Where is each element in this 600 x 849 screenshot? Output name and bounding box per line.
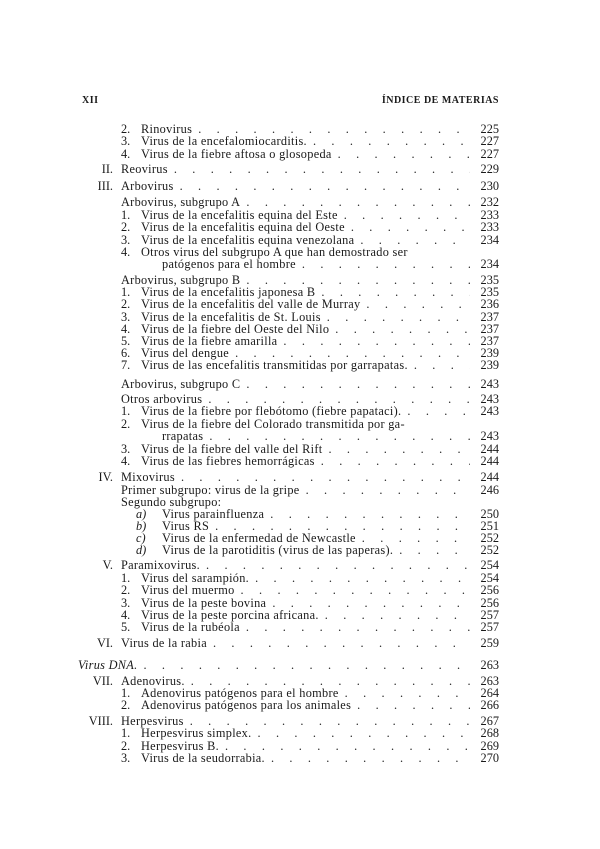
entry-title: Paramixovirus. xyxy=(121,558,200,572)
dot-leader xyxy=(240,195,470,209)
entry-page-number: 237 xyxy=(480,310,499,324)
entry-title: Adenovirus patógenos para los animales xyxy=(141,698,352,712)
entry-title: rrapatas xyxy=(162,429,204,443)
dot-leader xyxy=(307,134,470,148)
entry-number: 2. xyxy=(121,698,131,712)
entry-page-number: 252 xyxy=(480,531,499,545)
entry-page-number: 235 xyxy=(480,285,499,299)
entry-title: Virus de la seudorrabia. xyxy=(141,751,265,765)
entry-title: Virus RS xyxy=(162,519,210,533)
entry-page-number: 235 xyxy=(480,273,499,287)
entry-page-number: 264 xyxy=(480,686,499,700)
toc-entry xyxy=(0,726,600,740)
dot-leader xyxy=(408,358,470,372)
entry-page-number: 232 xyxy=(480,195,499,209)
entry-title: Arbovirus, subgrupo A xyxy=(121,195,241,209)
entry-page-number: 256 xyxy=(480,596,499,610)
entry-number: b) xyxy=(136,519,147,533)
entry-number: 3. xyxy=(121,134,131,148)
entry-page-number: 243 xyxy=(480,429,499,443)
entry-number: VII. xyxy=(92,674,113,688)
entry-number: 1. xyxy=(121,726,131,740)
entry-title: Virus de la enfermedad de Newcastle xyxy=(162,531,356,545)
entry-title: Virus de la fiebre amarilla xyxy=(141,334,278,348)
entry-number: 3. xyxy=(121,233,131,247)
entry-title: Virus de la encefalitis equina venezolana xyxy=(141,233,355,247)
entry-page-number: 259 xyxy=(480,636,499,650)
entry-title: Otros virus del subgrupo A que han demostrado ser xyxy=(141,245,408,259)
entry-page-number: 268 xyxy=(480,726,499,740)
entry-page-number: 270 xyxy=(480,751,499,765)
entry-number: 3. xyxy=(121,442,131,456)
entry-title: Virus de las fiebres hemorrágicas xyxy=(141,454,315,468)
entry-title: Mixovirus xyxy=(121,470,175,484)
toc-entry xyxy=(0,297,600,311)
toc-entry xyxy=(0,543,600,557)
entry-title: Virus de la encefalitis japonesa B xyxy=(141,285,316,299)
toc-entry xyxy=(0,470,600,484)
dot-leader xyxy=(137,658,470,672)
entry-page-number: 229 xyxy=(480,162,499,176)
dot-leader xyxy=(393,543,470,557)
entry-title: Virus de la peste bovina xyxy=(141,596,267,610)
entry-number: 1. xyxy=(121,285,131,299)
entry-page-number: 263 xyxy=(480,658,499,672)
entry-page-number: 246 xyxy=(480,483,499,497)
toc-entry xyxy=(0,751,600,765)
toc-entry xyxy=(0,162,600,176)
toc-entry xyxy=(0,179,600,193)
entry-number: 4. xyxy=(121,322,131,336)
entry-number: 4. xyxy=(121,454,131,468)
entry-title: Segundo subgrupo: xyxy=(121,495,222,509)
entry-title: Rinovirus xyxy=(141,122,193,136)
entry-page-number: 225 xyxy=(480,122,499,136)
entry-number: IV. xyxy=(98,470,113,484)
entry-number: 5. xyxy=(121,620,131,634)
running-title: ÍNDICE DE MATERIAS xyxy=(381,95,499,106)
toc-entry xyxy=(0,620,600,634)
entry-number: II. xyxy=(101,162,113,176)
entry-title: Reovirus xyxy=(121,162,168,176)
entry-number: 2. xyxy=(121,220,131,234)
entry-number: 2. xyxy=(121,297,131,311)
entry-page-number: 252 xyxy=(480,543,499,557)
entry-page-number: 227 xyxy=(480,134,499,148)
entry-page-number: 243 xyxy=(480,392,499,406)
entry-title: Primer subgrupo: virus de la gripe xyxy=(121,483,300,497)
entry-page-number: 237 xyxy=(480,322,499,336)
toc-entry xyxy=(0,698,600,712)
entry-title: Virus del dengue xyxy=(141,346,230,360)
toc-entry xyxy=(0,454,600,468)
entry-title: Virus de la rabia xyxy=(121,636,207,650)
entry-title: Arbovirus xyxy=(121,179,174,193)
entry-number: a) xyxy=(136,507,147,521)
entry-page-number: 244 xyxy=(480,470,499,484)
entry-number: 1. xyxy=(121,571,131,585)
entry-title: Adenovirus. xyxy=(121,674,185,688)
entry-page-number: 244 xyxy=(480,454,499,468)
toc-entry xyxy=(0,658,600,672)
entry-title: Virus DNA. xyxy=(78,658,138,672)
toc-entry xyxy=(0,404,600,418)
entry-number: 1. xyxy=(121,208,131,222)
entry-title: Arbovirus, subgrupo C xyxy=(121,377,241,391)
entry-page-number: 254 xyxy=(480,558,499,572)
dot-leader xyxy=(315,454,470,468)
entry-page-number: 257 xyxy=(480,608,499,622)
entry-title: Virus de la fiebre por flebótomo (fiebre papataci). xyxy=(141,404,402,418)
entry-title: Virus de la parotiditis (virus de las paperas). xyxy=(162,543,394,557)
entry-number: 2. xyxy=(121,122,131,136)
dot-leader xyxy=(240,377,470,391)
toc-entry xyxy=(0,147,600,161)
entry-page-number: 234 xyxy=(480,233,499,247)
entry-number: VIII. xyxy=(88,714,113,728)
toc-entry xyxy=(0,257,600,271)
entry-title: Virus de la fiebre del valle del Rift xyxy=(141,442,323,456)
entry-number: c) xyxy=(136,531,146,545)
dot-leader xyxy=(401,404,470,418)
entry-title: Virus de la encefalitis de St. Louis xyxy=(141,310,321,324)
entry-title: Herpesvirus B. xyxy=(141,739,219,753)
toc-entry xyxy=(0,358,600,372)
entry-title: Virus de la encefalitis equina del Este xyxy=(141,208,338,222)
entry-title: Virus de la rubéola xyxy=(141,620,240,634)
entry-page-number: 243 xyxy=(480,377,499,391)
entry-page-number: 269 xyxy=(480,739,499,753)
entry-number: 3. xyxy=(121,751,131,765)
entry-title: Virus de la peste porcina africana. xyxy=(141,608,319,622)
entry-number: 1. xyxy=(121,404,131,418)
toc-entry xyxy=(0,583,600,597)
entry-title: Herpesvirus xyxy=(121,714,184,728)
entry-number: V. xyxy=(102,558,113,572)
entry-page-number: 243 xyxy=(480,404,499,418)
entry-number: 4. xyxy=(121,608,131,622)
entry-title: Virus del sarampión. xyxy=(141,571,250,585)
dot-leader xyxy=(235,583,470,597)
entry-page-number: 244 xyxy=(480,442,499,456)
entry-title: Virus de la encefalomiocarditis. xyxy=(141,134,307,148)
entry-title: Virus de las encefalitis transmitidas por garrapatas. xyxy=(141,358,408,372)
dot-leader xyxy=(345,220,470,234)
entry-number: 4. xyxy=(121,245,131,259)
entry-number: 3. xyxy=(121,596,131,610)
toc-entry xyxy=(0,636,600,650)
dot-leader xyxy=(265,751,470,765)
entry-number: 3. xyxy=(121,310,131,324)
entry-page-number: 236 xyxy=(480,297,499,311)
toc-entry xyxy=(0,134,600,148)
entry-page-number: 254 xyxy=(480,571,499,585)
entry-page-number: 233 xyxy=(480,208,499,222)
entry-page-number: 257 xyxy=(480,620,499,634)
entry-number: 2. xyxy=(121,583,131,597)
entry-number: 6. xyxy=(121,346,131,360)
dot-leader xyxy=(168,162,470,176)
toc-entry xyxy=(0,377,600,391)
entry-title: Arbovirus, subgrupo B xyxy=(121,273,241,287)
entry-number: III. xyxy=(97,179,113,193)
dot-leader xyxy=(200,558,470,572)
entry-page-number: 230 xyxy=(480,179,499,193)
entry-page-number: 233 xyxy=(480,220,499,234)
toc-entry xyxy=(0,429,600,443)
entry-title: Virus parainfluenza xyxy=(162,507,265,521)
entry-number: 5. xyxy=(121,334,131,348)
dot-leader xyxy=(207,636,470,650)
dot-leader xyxy=(332,147,470,161)
dot-leader xyxy=(174,179,470,193)
entry-page-number: 227 xyxy=(480,147,499,161)
entry-page-number: 237 xyxy=(480,334,499,348)
entry-title: Otros arbovirus xyxy=(121,392,203,406)
entry-number: VI. xyxy=(96,636,113,650)
entry-number: 2. xyxy=(121,417,131,431)
entry-page-number: 239 xyxy=(480,358,499,372)
page-number-header: XII xyxy=(82,95,99,106)
entry-title: Adenovirus patógenos para el hombre xyxy=(141,686,339,700)
entry-page-number: 250 xyxy=(480,507,499,521)
entry-title: patógenos para el hombre xyxy=(162,257,296,271)
entry-title: Virus de la encefalitis equina del Oeste xyxy=(141,220,345,234)
toc-entry xyxy=(0,558,600,572)
dot-leader xyxy=(351,698,470,712)
entry-title: Virus del muermo xyxy=(141,583,235,597)
dot-leader xyxy=(175,470,470,484)
entry-title: Virus de la fiebre aftosa o glosopeda xyxy=(141,147,332,161)
entry-page-number: 267 xyxy=(480,714,499,728)
entry-title: Virus de la fiebre del Oeste del Nilo xyxy=(141,322,330,336)
entry-number: 4. xyxy=(121,147,131,161)
entry-number: d) xyxy=(136,543,147,557)
entry-title: Virus de la fiebre del Colorado transmitida por ga- xyxy=(141,417,405,431)
toc-entry xyxy=(0,220,600,234)
toc-entry xyxy=(0,195,600,209)
entry-page-number: 256 xyxy=(480,583,499,597)
entry-number: 2. xyxy=(121,739,131,753)
entry-title: Herpesvirus simplex. xyxy=(141,726,252,740)
entry-number: 7. xyxy=(121,358,131,372)
entry-page-number: 266 xyxy=(480,698,499,712)
entry-page-number: 234 xyxy=(480,257,499,271)
dot-leader xyxy=(296,257,470,271)
dot-leader xyxy=(360,297,470,311)
dot-leader xyxy=(203,429,470,443)
entry-page-number: 239 xyxy=(480,346,499,360)
dot-leader xyxy=(252,726,470,740)
entry-number: 1. xyxy=(121,686,131,700)
entry-page-number: 263 xyxy=(480,674,499,688)
entry-page-number: 251 xyxy=(480,519,499,533)
dot-leader xyxy=(240,620,470,634)
entry-title: Virus de la encefalitis del valle de Murray xyxy=(141,297,361,311)
